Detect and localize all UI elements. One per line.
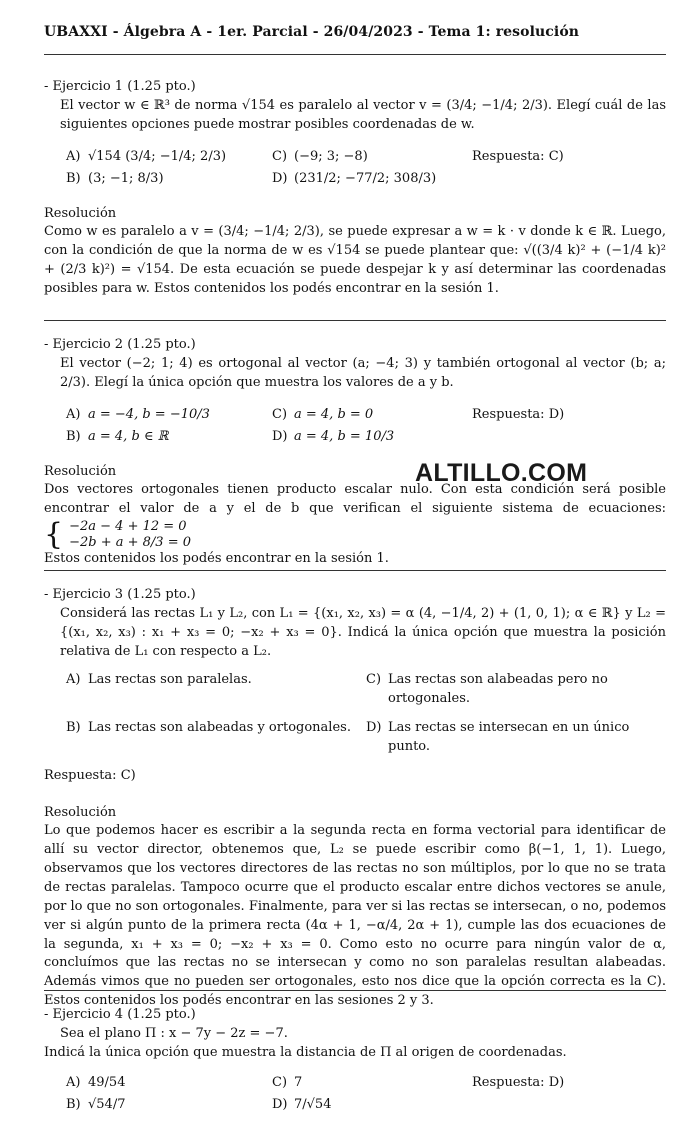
option-c[interactable]: C) Las rectas son alabeadas pero no ortogonales.	[366, 671, 666, 709]
exercise-1-title: - Ejercicio 1 (1.25 pto.)	[44, 79, 196, 94]
option-b-value: Las rectas son alabeadas y ortogonales.	[88, 720, 351, 736]
option-a[interactable]: A) 49/54	[66, 1074, 272, 1093]
option-c-value: 7	[294, 1075, 303, 1091]
resolution-title: Resolución	[44, 205, 117, 221]
option-d-value: (231/2; −77/2; 308/3)	[294, 171, 437, 187]
exercise-3-statement: Considerá las rectas L₁ y L₂, con L₁ = {(x₁, x₂, x₃) = α (4, −1/4, 2) + (1, 0, 1); α ∈ ℝ} y L₂ = {(x₁, x₂, x₃) : x₁ + x₃ = 0; −x₂ + x₃ = 0}. Indicá la única opción que muestra la posición relativa de L₁ con respecto a L₂.	[60, 605, 666, 659]
option-c-value: Las rectas son alabeadas pero no ortogonales.	[388, 672, 608, 707]
option-a-value: 49/54	[88, 1075, 126, 1091]
exercise-4-options	[44, 1073, 666, 1117]
option-d[interactable]: D) 7/√54	[272, 1096, 472, 1115]
option-a-value: Las rectas son paralelas.	[88, 672, 252, 688]
watermark: ALTILLO.COM	[415, 459, 588, 487]
resolution-text: Como w es paralelo a v = (3/4; −1/4; 2/3), se puede expresar a w = k · v donde k ∈ ℝ. Luego, con la condición de que la norma de w es √154 se puede plantear que: √((3/4 k)² + (−1/4 k)² + (2/3 k)²) = √154. De esta ecuación se puede despejar k y así determinar las coordenadas posibles para w. Estos contenidos los podés encontrar en la sesión 1.	[44, 224, 666, 296]
resolution-text: Dos vectores ortogonales tienen producto escalar nulo. Con esta condición será posible encontrar el valor de a y el de b que verifican el siguiente sistema de ecuaciones: { −2a − 4 + 12 = 0 −2b + a + 8/3 = 0	[44, 482, 666, 552]
exercise-4-title: - Ejercicio 4 (1.25 pto.)	[44, 1007, 196, 1022]
exercise-4-statement-1: Sea el plano Π : x − 7y − 2z = −7.	[60, 1025, 288, 1041]
exercise-2	[44, 336, 666, 569]
answer: Respuesta: D)	[472, 1075, 565, 1091]
divider	[44, 570, 666, 571]
option-c[interactable]: C) a = 4, b = 0	[272, 406, 472, 425]
exercise-4	[44, 1006, 666, 1117]
header-divider	[44, 54, 666, 55]
option-d[interactable]: D) a = 4, b = 10/3	[272, 428, 472, 447]
exercise-3-title: - Ejercicio 3 (1.25 pto.)	[44, 587, 196, 602]
divider	[44, 320, 666, 321]
option-c-value: (−9; 3; −8)	[294, 149, 368, 165]
divider	[44, 990, 666, 991]
exercise-2-options	[44, 405, 666, 449]
option-b-value: a = 4, b ∈ ℝ	[88, 429, 169, 445]
option-c[interactable]: C) (−9; 3; −8)	[272, 148, 472, 167]
option-a[interactable]: A) √154 (3/4; −1/4; 2/3)	[66, 148, 272, 167]
resolution-text: Lo que podemos hacer es escribir a la segunda recta en forma vectorial para identificar de allí su vector director, obtenemos que, L₂ se puede escribir como β(−1, 1, 1). Luego, observamos que los vectores directores de las rectas no son múltiplos, por lo que no se trata de rectas paralelas. Tampoco ocurre que el producto escalar entre dichos vectores se anule, por lo que no son ortogonales. Finalmente, para ver si las rectas se intersecan, o no, podemos ver si algún punto de la primera recta (4α + 1, −α/4, 2α + 1), cumple las dos ecuaciones de la segunda, x₁ + x₃ = 0; −x₂ + x₃ = 0. Como esto no ocurre para ningún valor de α, concluímos que las rectas no se intersecan y como no son paralelas resultan alabeadas. Además vimos que no pueden ser ortogonales, esto nos dice que la opción correcta es la C). Estos contenidos los podés encontrar en las sesiones 2 y 3.	[44, 823, 666, 1009]
answer: Respuesta: C)	[44, 767, 136, 783]
page-title: UBAXXI - Álgebra A - 1er. Parcial - 26/04/2023 - Tema 1: resolución	[44, 24, 580, 40]
option-b[interactable]: B) Las rectas son alabeadas y ortogonales.	[66, 719, 366, 757]
option-a-value: √154 (3/4; −1/4; 2/3)	[88, 149, 227, 165]
equation-1: −2a − 4 + 12 = 0	[69, 519, 187, 535]
answer: Respuesta: C)	[472, 149, 564, 165]
exercise-3	[44, 586, 666, 1011]
resolution-title: Resolución	[44, 804, 117, 820]
exercise-4-statement-2: Indicá la única opción que muestra la distancia de Π al origen de coordenadas.	[44, 1044, 567, 1060]
option-a[interactable]: A) Las rectas son paralelas.	[66, 671, 366, 709]
exercise-1	[44, 78, 666, 299]
resolution-closing: Estos contenidos los podés encontrar en la sesión 1.	[44, 551, 389, 567]
option-d[interactable]: D) Las rectas se intersecan en un único punto.	[366, 719, 666, 757]
equation-system	[44, 516, 191, 552]
option-a-value: a = −4, b = −10/3	[88, 407, 210, 423]
option-c[interactable]: C) 7	[272, 1074, 472, 1093]
option-d[interactable]: D) (231/2; −77/2; 308/3)	[272, 170, 472, 189]
option-b-value: √54/7	[88, 1097, 126, 1113]
option-a[interactable]: A) a = −4, b = −10/3	[66, 406, 272, 425]
option-b[interactable]: B) √54/7	[66, 1096, 272, 1115]
brace-icon: {	[44, 516, 64, 552]
option-c-value: a = 4, b = 0	[294, 407, 374, 423]
option-d-value: 7/√54	[294, 1097, 332, 1113]
exercise-1-statement: El vector w ∈ ℝ³ de norma √154 es paralelo al vector v = (3/4; −1/4; 2/3). Elegí cuál de las siguientes opciones puede mostrar posibles coordenadas de w.	[60, 97, 666, 132]
option-d-value: a = 4, b = 10/3	[294, 429, 395, 445]
exercise-1-options	[44, 147, 666, 191]
exercise-2-title: - Ejercicio 2 (1.25 pto.)	[44, 337, 196, 352]
option-d-value: Las rectas se intersecan en un único punto.	[388, 720, 630, 754]
equation-2: −2b + a + 8/3 = 0	[69, 534, 191, 550]
exercise-3-options	[44, 671, 666, 756]
answer: Respuesta: D)	[472, 407, 565, 423]
option-b[interactable]: B) a = 4, b ∈ ℝ	[66, 428, 272, 447]
option-b-value: (3; −1; 8/3)	[88, 171, 164, 187]
option-b[interactable]: B) (3; −1; 8/3)	[66, 170, 272, 189]
exercise-2-statement: El vector (−2; 1; 4) es ortogonal al vector (a; −4; 3) y también ortogonal al vector (b; a; 2/3). Elegí la única opción que muestra los valores de a y b.	[60, 355, 666, 390]
resolution-title: Resolución	[44, 463, 117, 479]
